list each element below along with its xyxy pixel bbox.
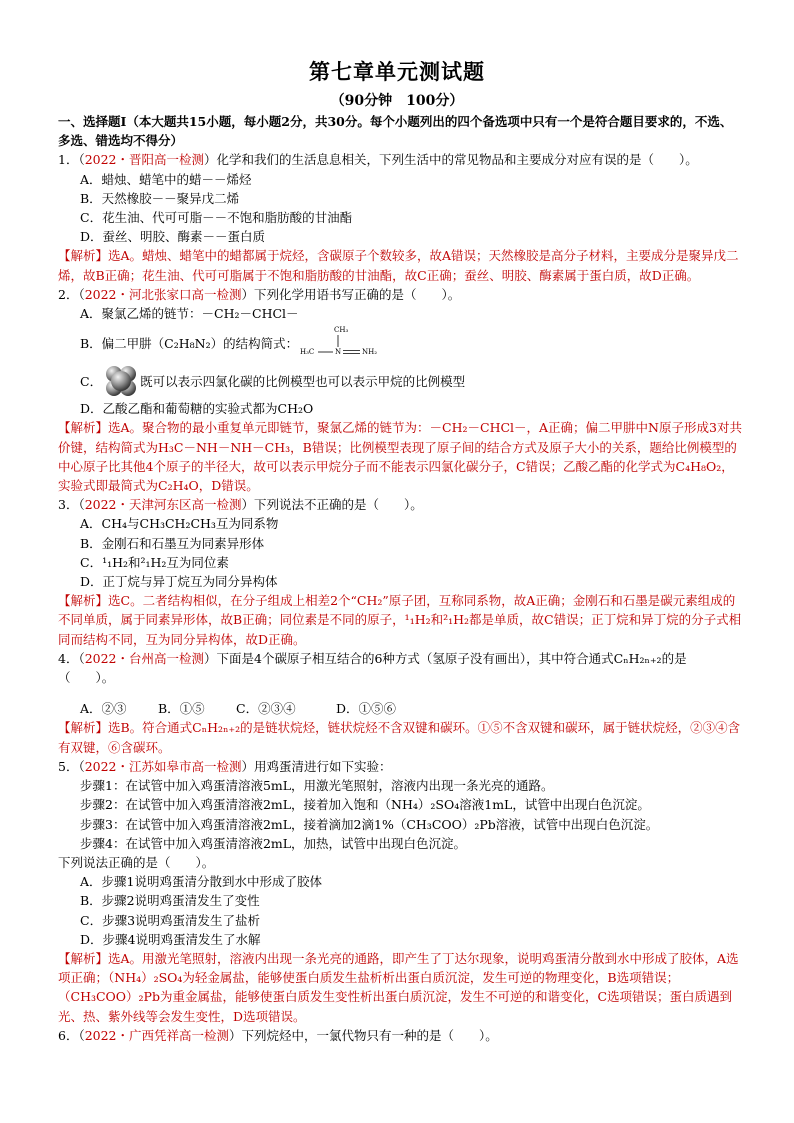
question-5-step-3: 步骤3：在试管中加入鸡蛋清溶液2mL，接着滴加2滴1%（CH₃COO）₂Pb溶液，试管中出现白色沉淀。	[80, 816, 659, 832]
question-3-number: 3．（	[58, 497, 85, 513]
question-2-option-a: A．聚氯乙烯的链节：－CH₂－CHCl－	[80, 306, 299, 322]
question-1-option-c: C．花生油、代可可脂－－不饱和脂肪酸的甘油酯	[80, 210, 353, 226]
question-5-number: 5．（	[58, 758, 85, 774]
dimethylhydrazine-structure	[298, 323, 388, 363]
question-1-number: 1．（	[58, 152, 85, 168]
question-1-option-a: A．蜡烛、蜡笔中的蜡－－烯烃	[80, 171, 252, 187]
question-3-stem	[58, 495, 742, 514]
question-3-option-a: A．CH₄与CH₃CH₂CH₃互为同系物	[80, 516, 279, 532]
question-4-option-d: D．①⑤⑥	[336, 701, 397, 717]
question-5-stem	[58, 757, 742, 776]
question-6-number: 6．（	[58, 1027, 85, 1043]
methane-ball-model-icon	[102, 363, 140, 399]
question-4-options	[58, 699, 742, 718]
question-5-source: 2022・江苏如皋市高一检测	[84, 758, 242, 774]
structure-h3c-label: H₃C	[300, 348, 315, 357]
question-1-option-b: B．天然橡胶－－聚异戊二烯	[80, 190, 240, 206]
question-5-option-d: D．步骤4说明鸡蛋清发生了水解	[80, 931, 261, 947]
question-5-step-4: 步骤4：在试管中加入鸡蛋清溶液2mL，加热，试管中出现白色沉淀。	[80, 835, 467, 851]
question-1-stem	[58, 150, 742, 169]
question-3-analysis: 【解析】选C。二者结构相似，在分子组成上相差2个“CH₂”原子团，互称同系物，故A正确；金刚石和石墨是碳元素组成的不同单质，属于同素异形体，故B正确；同位素是不同的原子，¹₁H₂和²₁H₂都是单质，故C错误；正丁烷和异丁烷的分子式相同而结构不同，互为同分异构体，故D正确。	[58, 593, 742, 647]
question-2-option-b	[58, 323, 742, 363]
question-6-source: 2022・广西凭祥高一检测	[84, 1027, 230, 1043]
question-5-step-2: 步骤2：在试管中加入鸡蛋清溶液2mL，接着加入饱和（NH₄）₂SO₄溶液1mL，试管中出现白色沉淀。	[80, 797, 650, 813]
question-5-text: ）用鸡蛋清进行如下实验：	[241, 758, 392, 774]
question-4-analysis: 【解析】选B。符合通式CₙH₂ₙ₊₂的是链状烷烃，链状烷烃不含双键和碳环。①⑤不含双键和碳环，属于链状烷烃，②③④含有双键，⑥含碳环。	[58, 720, 741, 755]
question-2-option-b-text: B．偏二甲肼（C₂H₈N₂）的结构简式：	[80, 335, 299, 351]
question-3-option-b: B．金刚石和石墨互为同素异形体	[80, 535, 265, 551]
question-4-figure-space	[58, 687, 742, 699]
question-5-question: 下列说法正确的是（ ）。	[58, 854, 215, 870]
question-5-step-1: 步骤1：在试管中加入鸡蛋清溶液5mL，用激光笔照射，溶液内出现一条光亮的通路。	[80, 778, 554, 794]
question-1-analysis: 【解析】选A。蜡烛、蜡笔中的蜡都属于烷烃，含碳原子个数较多，故A错误；天然橡胶是高分子材料，主要成分是聚异戊二烯，故B正确；花生油、代可可脂属于不饱和脂肪酸的甘油酯，故C正确；蚕丝、明胶、酶素属于蛋白质，故D正确。	[58, 248, 739, 283]
question-4-option-a: A．②③	[80, 701, 127, 717]
question-5-option-c: C．步骤3说明鸡蛋清发生了盐析	[80, 912, 261, 928]
question-4-text: ）下面是4个碳原子相互结合的6种方式（氢原子没有画出），其中符合通式CₙH₂ₙ₊₂的是（ ）。	[58, 650, 687, 686]
question-4-option-c: C．②③④	[236, 701, 296, 717]
question-2-source: 2022・河北张家口高一检测	[84, 286, 242, 302]
question-4-source: 2022・台州高一检测	[84, 650, 205, 666]
question-5-option-a: A．步骤1说明鸡蛋清分散到水中形成了胶体	[80, 874, 322, 890]
question-2-option-c-label: C．	[80, 373, 103, 389]
section-heading: 一、选择题Ⅰ（本大题共15小题，每小题2分，共30分。每个小题列出的四个备选项中只有一个是符合题目要求的，不选、多选、错选均不得分）	[58, 114, 733, 149]
question-3-option-d: D．正丁烷与异丁烷互为同分异构体	[80, 574, 278, 590]
question-4-option-b: B．①⑤	[158, 701, 205, 717]
structure-ch3-label: CH₃	[334, 326, 349, 335]
question-2-stem	[58, 285, 742, 304]
structure-n-label: N	[335, 348, 342, 357]
question-3-option-c: C．¹₁H₂和²₁H₂互为同位素	[80, 554, 229, 570]
question-2-analysis: 【解析】选A。聚合物的最小重复单元即链节，聚氯乙烯的链节为：－CH₂－CHCl－，A正确；偏二甲肼中N原子形成3对共价键，结构简式为H₃C－NH－NH－CH₃，B错误；比例模型表现了原子间的结合方式及原子大小的关系，题给比例模型的中心原子比其他4个原子的半径大，故可以表示甲烷分子而不能表示四氯化碳分子，C错误；乙酸乙酯的化学式为C₄H₈O₂，实验式即最简式为C₂H₄O，D错误。	[58, 420, 742, 494]
question-4-number: 4．（	[58, 650, 85, 666]
question-6-text: ）下列烷烃中，一氯代物只有一种的是（ ）。	[229, 1027, 498, 1043]
question-2-number: 2．（	[58, 286, 85, 302]
page-subtitle: （90分钟 100分）	[330, 93, 464, 109]
question-1-source: 2022・晋阳高一检测	[84, 152, 205, 168]
question-1-text: ）化学和我们的生活息息相关，下列生活中的常见物品和主要成分对应有误的是（ ）。	[204, 152, 698, 168]
question-2-text: ）下列化学用语书写正确的是（ ）。	[241, 286, 461, 302]
question-3-text: ）下列说法不正确的是（ ）。	[241, 497, 423, 513]
page-title: 第七章单元测试题	[309, 59, 485, 84]
question-1-option-d: D．蚕丝、明胶、酶素－－蛋白质	[80, 229, 266, 245]
question-5-analysis: 【解析】选A。用激光笔照射，溶液内出现一条光亮的通路，即产生了丁达尔现象，说明鸡蛋清分散到水中形成了胶体，A选项正确；（NH₄）₂SO₄为轻金属盐，能够使蛋白质发生盐析析出蛋白质沉淀，发生可逆的物理变化，B选项错误；（CH₃COO）₂Pb为重金属盐，能够使蛋白质发生变性析出蛋白质沉淀，发生不可逆的和谐变化，C选项错误；蛋白质遇到光、热、紫外线等会发生变性，D选项错误。	[58, 950, 739, 1024]
question-2-option-c-text: 既可以表示四氯化碳的比例模型也可以表示甲烷的比例模型	[140, 373, 466, 389]
exam-content	[58, 112, 742, 1045]
question-4-stem	[58, 649, 742, 687]
structure-nh2-label: NH₂	[362, 348, 378, 357]
question-2-option-c	[58, 363, 742, 399]
question-6-stem	[58, 1026, 742, 1045]
question-2-option-d: D．乙酸乙酯和葡萄糖的实验式都为CH₂O	[80, 401, 314, 417]
question-5-option-b: B．步骤2说明鸡蛋清发生了变性	[80, 893, 260, 909]
question-3-source: 2022・天津河东区高一检测	[84, 497, 242, 513]
